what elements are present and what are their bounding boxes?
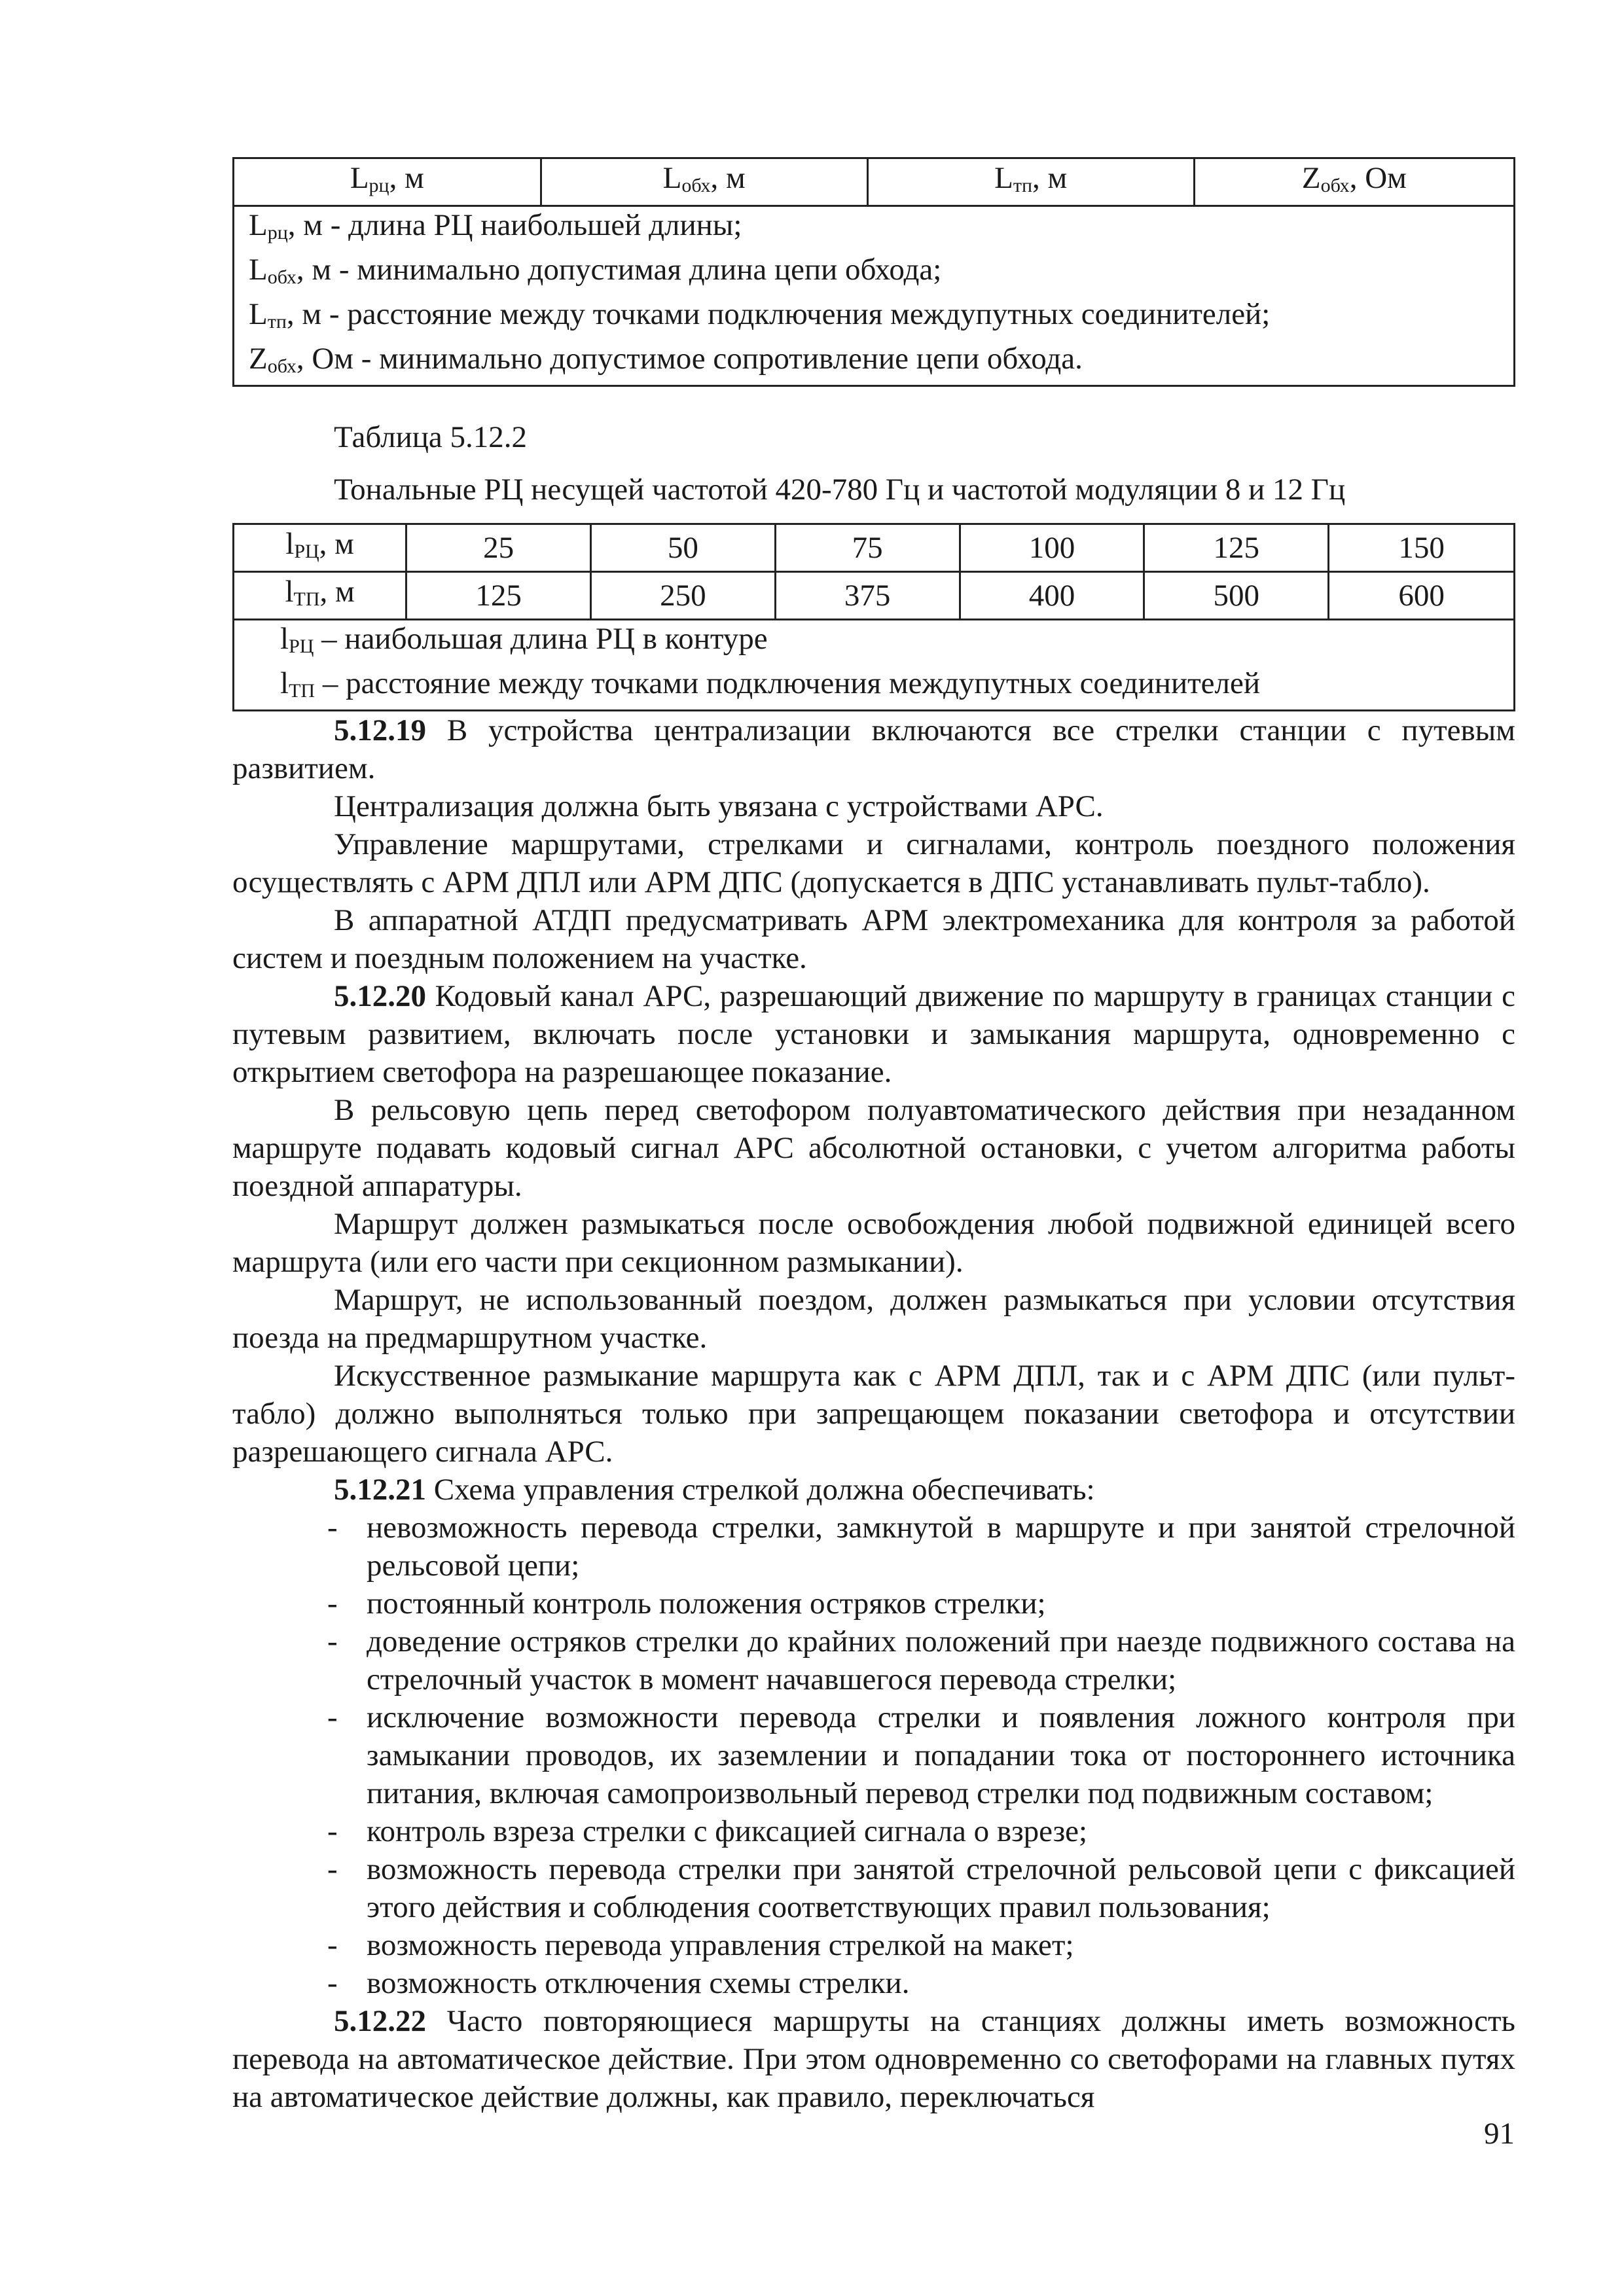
table-cell: 600 (1329, 572, 1515, 620)
paragraph: 5.12.19 В устройства централизации включаются все стрелки станции с путевым развитием. (232, 713, 1515, 785)
table-cell: 125 (1144, 524, 1329, 572)
table-row (234, 572, 1515, 620)
list-item: - контроль взреза стрелки с фиксацией сигнала о взрезе; (232, 1812, 1515, 1850)
table-cell: 25 (406, 524, 591, 572)
note-line: $l_{ТП}$ – расстояние между точками подключения междупутных соединителей (280, 666, 1260, 702)
table-cell: 100 (960, 524, 1144, 572)
table-notes-row (234, 620, 1515, 711)
table-notes-row (234, 206, 1515, 386)
table-cell: 50 (590, 524, 775, 572)
page-number: 91 (1484, 2117, 1515, 2151)
header-cell: $L_{обх}$, м (541, 158, 867, 206)
paragraph: Маршрут, не использованный поездом, должен размыкаться при условии отсутствия поезда на предмаршрутном участке. (232, 1283, 1515, 1355)
list-item: - возможность перевода стрелки при занятой стрелочной рельсовой цепи с фиксацией этого действия и соблюдения соответствующих правил пользования; (232, 1850, 1515, 1926)
paragraph: Искусственное размыкание маршрута как с АРМ ДПЛ, так и с АРМ ДПС (или пульт-табло) должно выполняться только при запрещающем показании светофора и отсутствии разрешающего сигнала АРС. (232, 1359, 1515, 1469)
section-number: 5.12.20 (334, 979, 426, 1013)
paragraph: Маршрут должен размыкаться после освобождения любой подвижной единицей всего маршрута (или его части при секционном размыкании). (232, 1207, 1515, 1279)
header-cell: $Z_{обх}$, Ом (1194, 158, 1514, 206)
list-item: - доведение остряков стрелки до крайних положений при наезде подвижного состава на стрелочный участок в момент начавшегося перевода стрелки; (232, 1623, 1515, 1698)
table-cell: 75 (775, 524, 960, 572)
list-item: - постоянный контроль положения остряков стрелки; (232, 1585, 1515, 1623)
note-line: $Z_{обх}$, Ом - минимально допустимое сопротивление цепи обхода. (249, 342, 1083, 377)
header-cell: $L_{рц}$, м (234, 158, 541, 206)
track-circuit-params-table (232, 157, 1515, 387)
table-cell: 150 (1329, 524, 1515, 572)
row-label: $l_{РЦ}$, м (234, 524, 406, 572)
section-number: 5.12.19 (334, 713, 426, 747)
list-item: - возможность отключения схемы стрелки. (232, 1964, 1515, 2002)
table-title: Тональные РЦ несущей частотой 420-780 Гц и частотой модуляции 8 и 12 Гц (334, 473, 1346, 507)
section-number: 5.12.22 (334, 2004, 426, 2038)
paragraph: 5.12.22 Часто повторяющиеся маршруты на станциях должны иметь возможность перевода на автоматическое действие. При этом одновременно со светофорами на главных путях на автоматическое действие должны, как правило, переключаться (232, 2004, 1515, 2114)
table-header-row (234, 158, 1515, 206)
paragraph: Управление маршрутами, стрелками и сигналами, контроль поездного положения осуществлять с АРМ ДПЛ или АРМ ДПС (допускается в ДПС устанавливать пульт-табло). (232, 827, 1515, 899)
note-line: $L_{рц}$, м - длина РЦ наибольшей длины; (249, 208, 742, 243)
section-number: 5.12.21 (334, 1473, 426, 1507)
list-item: - возможность перевода управления стрелкой на макет; (232, 1926, 1515, 1964)
tonal-track-circuit-table (232, 523, 1515, 711)
table-cell: 375 (775, 572, 960, 620)
table-caption: Таблица 5.12.2 (334, 420, 528, 454)
list-item: - невозможность перевода стрелки, замкнутой в маршруте и при занятой стрелочной рельсовой цепи; (232, 1509, 1515, 1585)
table-cell: 500 (1144, 572, 1329, 620)
paragraph: В аппаратной АТДП предусматривать АРМ электромеханика для контроля за работой систем и поездным положением на участке. (232, 903, 1515, 975)
paragraph: 5.12.20 Кодовый канал АРС, разрешающий движение по маршруту в границах станции с путевым развитием, включать после установки и замыкания маршрута, одновременно с открытием светофора на разрешающее показание. (232, 979, 1515, 1089)
paragraph: 5.12.21 Схема управления стрелкой должна обеспечивать: (334, 1473, 1095, 1507)
document-page (232, 157, 1515, 2116)
table-cell: 125 (406, 572, 591, 620)
note-line: $l_{РЦ}$ – наибольшая длина РЦ в контуре (280, 622, 768, 657)
requirements-list (232, 1509, 1515, 2002)
header-cell: $L_{тп}$, м (867, 158, 1194, 206)
list-item: - исключение возможности перевода стрелки и появления ложного контроля при замыкании проводов, их заземлении и попадании тока от постороннего источника питания, включая самопроизвольный перевод стрелки под подвижным составом; (232, 1698, 1515, 1812)
paragraph: Централизация должна быть увязана с устройствами АРС. (334, 789, 1104, 823)
note-line: $L_{обх}$, м - минимально допустимая длина цепи обхода; (249, 253, 942, 288)
paragraph: В рельсовую цепь перед светофором полуавтоматического действия при незаданном маршруте подавать кодовый сигнал АРС абсолютной остановки, с учетом алгоритма работы поездной аппаратуры. (232, 1093, 1515, 1203)
table-cell: 250 (590, 572, 775, 620)
table-notes (234, 620, 1515, 711)
table-row (234, 524, 1515, 572)
table-notes (234, 206, 1515, 386)
note-line: $L_{тп}$, м - расстояние между точками подключения междупутных соединителей; (249, 297, 1271, 332)
table-cell: 400 (960, 572, 1144, 620)
row-label: $l_{ТП}$, м (234, 572, 406, 620)
